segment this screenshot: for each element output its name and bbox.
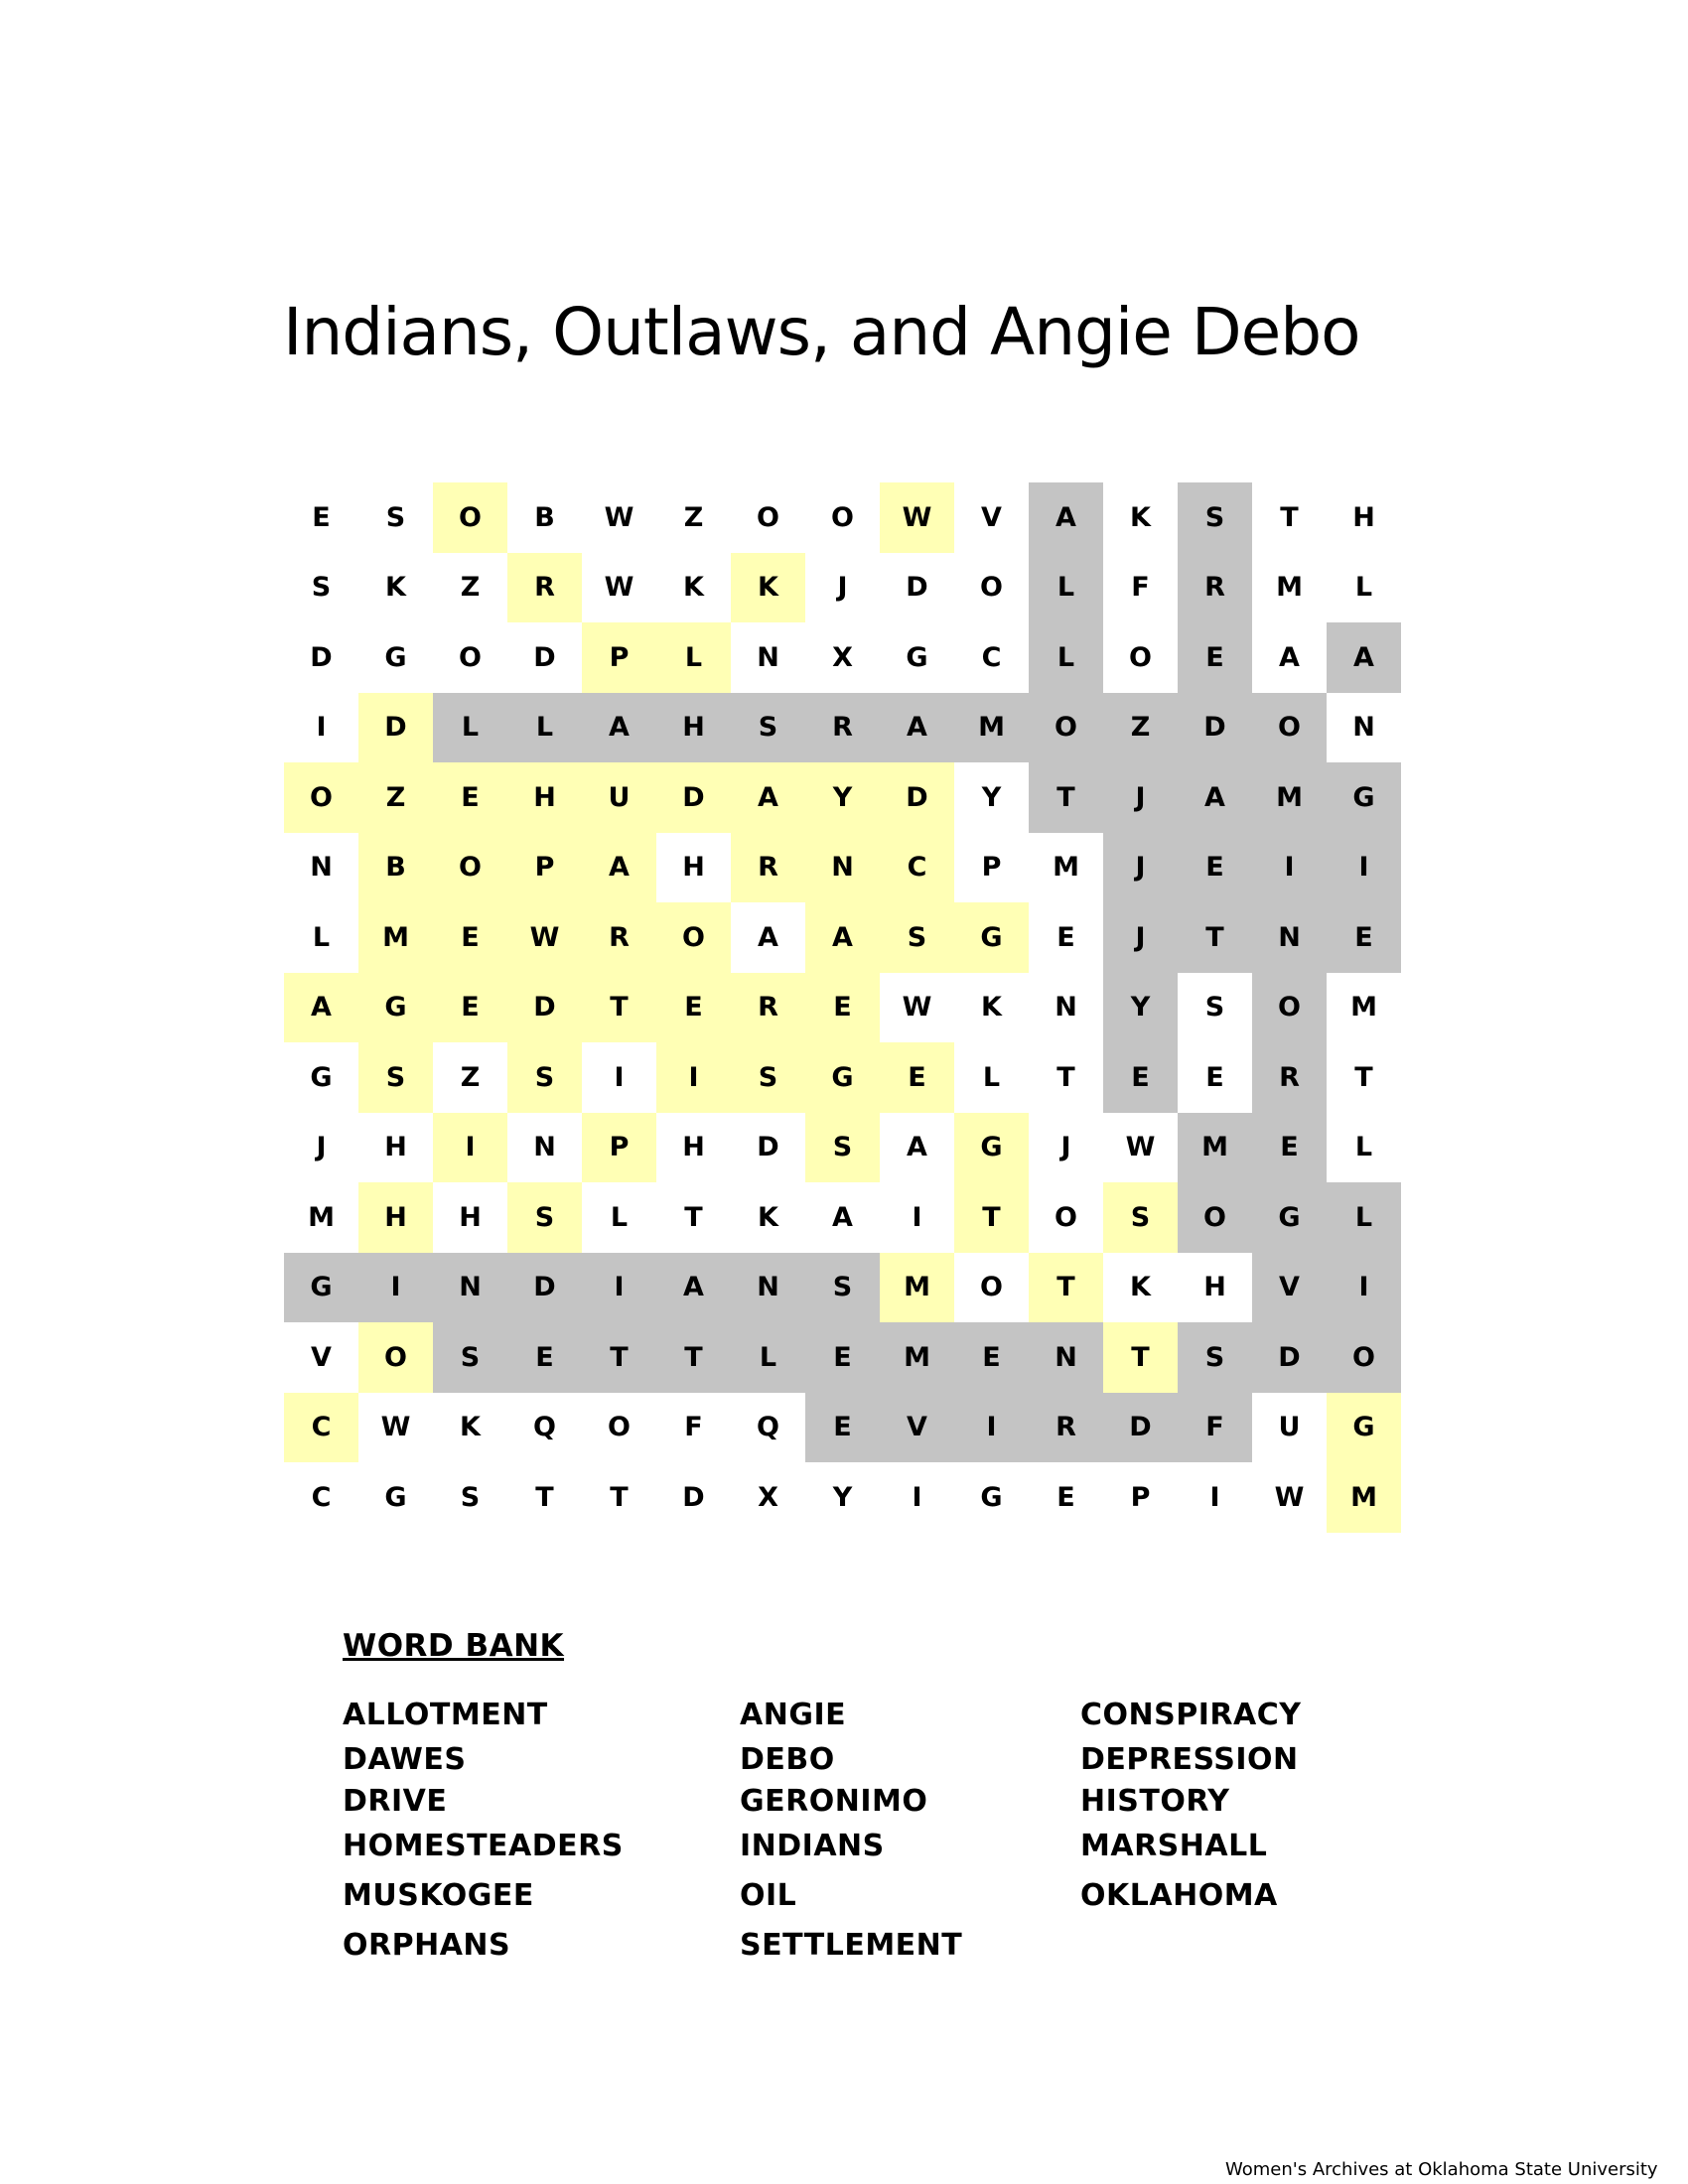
grid-letter: D: [1252, 1322, 1327, 1393]
grid-letter: O: [831, 501, 854, 533]
grid-letter: E: [1178, 622, 1252, 693]
grid-letter: Z: [358, 762, 433, 833]
grid-letter: D: [1178, 693, 1252, 763]
grid-letter: O: [1055, 1201, 1077, 1233]
grid-letter: Z: [460, 1061, 481, 1093]
grid-letter: D: [757, 1132, 779, 1163]
grid-letter: E: [805, 1393, 880, 1463]
grid-letter: L: [982, 1061, 1001, 1093]
page-title: Indians, Outlaws, and Angie Debo: [283, 294, 1360, 370]
grid-letter: H: [384, 1132, 407, 1163]
grid-letter: Q: [757, 1412, 779, 1443]
grid-letter: T: [684, 1201, 703, 1233]
grid-letter: K: [981, 992, 1002, 1024]
grid-letter: E: [880, 1042, 954, 1113]
grid-letter: W: [604, 501, 634, 533]
grid-letter: D: [682, 1481, 705, 1513]
grid-letter: L: [1327, 1182, 1401, 1253]
grid-letter: L: [731, 1322, 805, 1393]
grid-letter: S: [731, 693, 805, 763]
grid-letter: G: [1252, 1182, 1327, 1253]
grid-letter: E: [805, 973, 880, 1043]
grid-letter: H: [656, 693, 731, 763]
grid-letter: T: [656, 1322, 731, 1393]
grid-letter: T: [610, 1481, 629, 1513]
word-bank-item: SETTLEMENT: [740, 1928, 963, 1963]
grid-letter: J: [1103, 902, 1178, 973]
grid-letter: M: [1276, 572, 1303, 604]
word-bank-item: ALLOTMENT: [343, 1698, 548, 1732]
grid-letter: L: [1029, 553, 1103, 623]
grid-letter: M: [1350, 992, 1377, 1024]
grid-letter: Q: [533, 1412, 556, 1443]
grid-letter: T: [582, 973, 656, 1043]
grid-letter: G: [805, 1042, 880, 1113]
grid-letter: E: [312, 501, 331, 533]
grid-letter: I: [1327, 833, 1401, 903]
grid-letter: W: [380, 1412, 411, 1443]
grid-letter: I: [1209, 1481, 1220, 1513]
grid-letter: T: [1103, 1322, 1178, 1393]
grid-letter: T: [582, 1322, 656, 1393]
grid-letter: O: [1029, 693, 1103, 763]
grid-letter: T: [954, 1182, 1029, 1253]
grid-letter: J: [1060, 1132, 1071, 1163]
grid-letter: X: [758, 1481, 778, 1513]
grid-letter: W: [902, 992, 932, 1024]
grid-letter: S: [1178, 1322, 1252, 1393]
grid-letter: O: [980, 1272, 1003, 1303]
word-bank-item: MARSHALL: [1080, 1829, 1268, 1863]
grid-letter: S: [1103, 1182, 1178, 1253]
grid-letter: F: [1178, 1393, 1252, 1463]
grid-letter: Z: [460, 572, 481, 604]
grid-letter: A: [1029, 482, 1103, 553]
grid-letter: E: [1056, 1481, 1075, 1513]
grid-letter: I: [954, 1393, 1029, 1463]
grid-letter: Z: [683, 501, 704, 533]
grid-letter: E: [1056, 921, 1075, 953]
grid-letter: L: [507, 693, 582, 763]
grid-letter: E: [954, 1322, 1029, 1393]
grid-letter: S: [1178, 482, 1252, 553]
grid-letter: N: [1029, 1322, 1103, 1393]
grid-letter: O: [980, 572, 1003, 604]
grid-letter: O: [757, 501, 779, 533]
grid-letter: O: [1252, 693, 1327, 763]
grid-letter: D: [880, 762, 954, 833]
grid-letter: N: [1352, 712, 1375, 744]
grid-letter: E: [433, 762, 507, 833]
grid-letter: S: [507, 1042, 582, 1113]
grid-letter: W: [604, 572, 634, 604]
grid-letter: L: [1354, 572, 1373, 604]
word-bank-heading: WORD BANK: [343, 1628, 565, 1664]
grid-letter: O: [459, 641, 482, 673]
word-bank-item: INDIANS: [740, 1829, 885, 1863]
grid-letter: F: [1131, 572, 1150, 604]
grid-letter: O: [656, 902, 731, 973]
footer-credit: Women's Archives at Oklahoma State University: [1225, 2159, 1658, 2180]
grid-letter: A: [1279, 641, 1300, 673]
word-bank-item: DRIVE: [343, 1784, 448, 1819]
grid-letter: A: [582, 693, 656, 763]
grid-letter: E: [507, 1322, 582, 1393]
word-search-grid: [284, 482, 1401, 1533]
grid-letter: B: [358, 833, 433, 903]
grid-letter: A: [582, 833, 656, 903]
grid-letter: C: [284, 1393, 358, 1463]
grid-letter: N: [433, 1253, 507, 1323]
grid-letter: A: [656, 1253, 731, 1323]
grid-letter: H: [507, 762, 582, 833]
word-bank-item: DEBO: [740, 1742, 835, 1777]
grid-letter: V: [1252, 1253, 1327, 1323]
grid-letter: S: [1204, 992, 1225, 1024]
word-bank-item: OIL: [740, 1878, 797, 1913]
grid-letter: M: [880, 1253, 954, 1323]
grid-letter: R: [731, 973, 805, 1043]
grid-letter: D: [906, 572, 928, 604]
grid-letter: T: [1354, 1061, 1373, 1093]
word-bank-item: HISTORY: [1080, 1784, 1230, 1819]
grid-letter: E: [1205, 1061, 1224, 1093]
grid-letter: W: [1125, 1132, 1156, 1163]
grid-letter: G: [980, 1481, 1003, 1513]
grid-letter: K: [385, 572, 406, 604]
grid-letter: S: [433, 1322, 507, 1393]
grid-letter: G: [954, 1113, 1029, 1183]
grid-letter: S: [805, 1113, 880, 1183]
grid-letter: U: [582, 762, 656, 833]
grid-letter: N: [533, 1132, 556, 1163]
grid-letter: I: [316, 712, 327, 744]
grid-letter: L: [656, 622, 731, 693]
grid-letter: N: [310, 852, 333, 884]
word-bank-item: CONSPIRACY: [1080, 1698, 1302, 1732]
grid-letter: R: [507, 553, 582, 623]
grid-letter: A: [1178, 762, 1252, 833]
grid-letter: N: [757, 641, 779, 673]
grid-letter: S: [805, 1253, 880, 1323]
grid-letter: A: [731, 762, 805, 833]
grid-letter: D: [507, 1253, 582, 1323]
grid-letter: M: [358, 902, 433, 973]
grid-letter: E: [433, 973, 507, 1043]
grid-letter: O: [608, 1412, 631, 1443]
grid-letter: M: [1252, 762, 1327, 833]
word-bank-item: ORPHANS: [343, 1928, 511, 1963]
grid-letter: O: [1129, 641, 1152, 673]
grid-letter: K: [460, 1412, 481, 1443]
grid-letter: G: [1327, 1393, 1401, 1463]
grid-letter: G: [954, 902, 1029, 973]
grid-letter: K: [683, 572, 704, 604]
grid-letter: A: [832, 1201, 853, 1233]
grid-letter: N: [1252, 902, 1327, 973]
grid-letter: K: [1130, 501, 1151, 533]
grid-letter: O: [1252, 973, 1327, 1043]
grid-letter: J: [1103, 833, 1178, 903]
grid-letter: N: [1055, 992, 1077, 1024]
grid-letter: S: [358, 1042, 433, 1113]
grid-letter: P: [582, 1113, 656, 1183]
grid-letter: C: [981, 641, 1002, 673]
grid-letter: K: [1130, 1272, 1151, 1303]
grid-letter: R: [805, 693, 880, 763]
grid-letter: D: [310, 641, 333, 673]
grid-letter: V: [311, 1341, 332, 1373]
grid-letter: N: [805, 833, 880, 903]
grid-letter: S: [507, 1182, 582, 1253]
grid-letter: Y: [981, 781, 1002, 813]
word-bank-item: OKLAHOMA: [1080, 1878, 1278, 1913]
grid-letter: A: [880, 693, 954, 763]
grid-letter: T: [1029, 1253, 1103, 1323]
grid-letter: Y: [1103, 973, 1178, 1043]
grid-letter: O: [358, 1322, 433, 1393]
grid-letter: E: [433, 902, 507, 973]
grid-letter: L: [433, 693, 507, 763]
grid-letter: P: [1130, 1481, 1151, 1513]
grid-letter: S: [880, 902, 954, 973]
grid-letter: L: [312, 921, 331, 953]
grid-letter: I: [656, 1042, 731, 1113]
grid-letter: T: [535, 1481, 554, 1513]
grid-letter: K: [731, 553, 805, 623]
grid-letter: Y: [832, 1481, 853, 1513]
grid-letter: A: [758, 921, 778, 953]
word-bank-item: DAWES: [343, 1742, 467, 1777]
grid-letter: E: [1178, 833, 1252, 903]
grid-letter: G: [1327, 762, 1401, 833]
grid-letter: R: [582, 902, 656, 973]
grid-letter: E: [656, 973, 731, 1043]
grid-letter: J: [1103, 762, 1178, 833]
grid-letter: V: [981, 501, 1002, 533]
grid-letter: G: [384, 641, 407, 673]
grid-letter: O: [1178, 1182, 1252, 1253]
grid-letter: E: [1103, 1042, 1178, 1113]
grid-letter: I: [582, 1253, 656, 1323]
grid-letter: R: [731, 833, 805, 903]
grid-letter: Z: [1103, 693, 1178, 763]
grid-letter: I: [1252, 833, 1327, 903]
grid-letter: L: [1029, 622, 1103, 693]
word-bank-item: ANGIE: [740, 1698, 847, 1732]
grid-letter: T: [1056, 1061, 1075, 1093]
grid-letter: M: [1327, 1462, 1401, 1533]
grid-letter: E: [1252, 1113, 1327, 1183]
grid-letter: C: [311, 1481, 332, 1513]
grid-letter: M: [1178, 1113, 1252, 1183]
grid-letter: J: [837, 572, 848, 604]
grid-letter: G: [906, 641, 928, 673]
grid-letter: E: [805, 1322, 880, 1393]
grid-letter: I: [358, 1253, 433, 1323]
grid-letter: R: [1178, 553, 1252, 623]
grid-letter: I: [912, 1481, 922, 1513]
grid-letter: H: [1352, 501, 1375, 533]
grid-letter: I: [1327, 1253, 1401, 1323]
grid-letter: I: [433, 1113, 507, 1183]
grid-letter: W: [880, 482, 954, 553]
grid-letter: Y: [805, 762, 880, 833]
grid-letter: G: [358, 973, 433, 1043]
grid-letter: N: [731, 1253, 805, 1323]
grid-letter: I: [614, 1061, 625, 1093]
word-bank-item: DEPRESSION: [1080, 1742, 1299, 1777]
grid-letter: H: [358, 1182, 433, 1253]
grid-letter: S: [731, 1042, 805, 1113]
grid-letter: D: [358, 693, 433, 763]
grid-letter: A: [907, 1132, 927, 1163]
grid-letter: O: [1327, 1322, 1401, 1393]
grid-letter: P: [582, 622, 656, 693]
grid-letter: S: [385, 501, 406, 533]
grid-letter: G: [310, 1061, 333, 1093]
grid-letter: A: [805, 902, 880, 973]
grid-letter: A: [284, 973, 358, 1043]
grid-letter: O: [433, 482, 507, 553]
grid-letter: T: [1280, 501, 1299, 533]
grid-letter: W: [1274, 1481, 1305, 1513]
grid-letter: L: [1354, 1132, 1373, 1163]
grid-letter: R: [1252, 1042, 1327, 1113]
grid-letter: L: [610, 1201, 629, 1233]
grid-letter: H: [682, 1132, 705, 1163]
grid-letter: B: [534, 501, 555, 533]
grid-letter: K: [758, 1201, 778, 1233]
word-bank-item: HOMESTEADERS: [343, 1829, 624, 1863]
grid-letter: U: [1278, 1412, 1301, 1443]
grid-letter: A: [1327, 622, 1401, 693]
grid-letter: G: [284, 1253, 358, 1323]
grid-letter: D: [656, 762, 731, 833]
grid-letter: D: [507, 973, 582, 1043]
grid-letter: O: [433, 833, 507, 903]
grid-letter: H: [682, 852, 705, 884]
grid-letter: S: [460, 1481, 481, 1513]
grid-letter: F: [684, 1412, 703, 1443]
word-bank-item: GERONIMO: [740, 1784, 928, 1819]
grid-letter: T: [1029, 762, 1103, 833]
grid-letter: V: [880, 1393, 954, 1463]
grid-letter: I: [912, 1201, 922, 1233]
grid-letter: H: [1203, 1272, 1226, 1303]
grid-letter: D: [533, 641, 556, 673]
grid-letter: E: [1327, 902, 1401, 973]
grid-letter: M: [880, 1322, 954, 1393]
word-bank-item: MUSKOGEE: [343, 1878, 534, 1913]
grid-letter: O: [284, 762, 358, 833]
grid-letter: X: [832, 641, 853, 673]
grid-letter: P: [981, 852, 1002, 884]
grid-letter: H: [459, 1201, 482, 1233]
grid-letter: M: [1053, 852, 1079, 884]
grid-letter: J: [316, 1132, 327, 1163]
grid-letter: M: [308, 1201, 335, 1233]
grid-letter: P: [507, 833, 582, 903]
grid-letter: D: [1103, 1393, 1178, 1463]
grid-letter: S: [311, 572, 332, 604]
grid-letter: R: [1029, 1393, 1103, 1463]
grid-letter: G: [384, 1481, 407, 1513]
grid-letter: T: [1178, 902, 1252, 973]
grid-letter: M: [954, 693, 1029, 763]
grid-letter: W: [507, 902, 582, 973]
grid-letter: C: [880, 833, 954, 903]
